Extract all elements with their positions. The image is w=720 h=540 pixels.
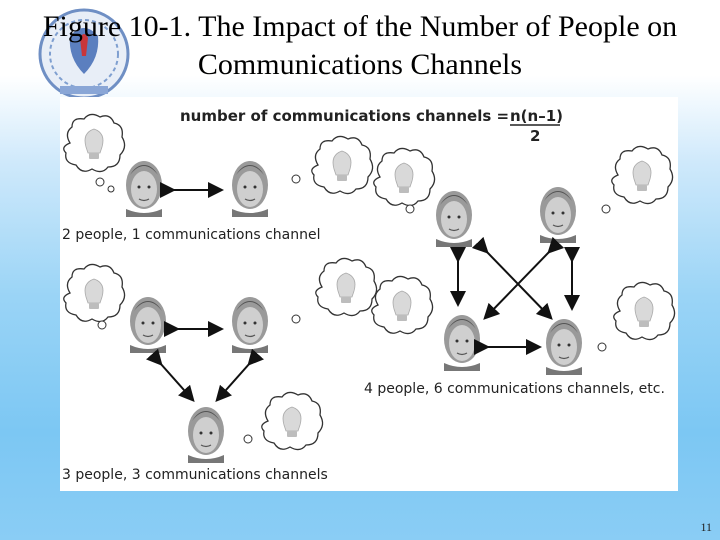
thought-bubble-icon <box>316 258 377 315</box>
person-icon <box>546 319 582 375</box>
caption-four-people: 4 people, 6 communications channels, etc. <box>364 381 665 397</box>
thought-bubble-icon <box>64 264 125 321</box>
thought-bubble-icon <box>614 282 675 339</box>
thought-bubble-icon <box>312 136 373 193</box>
channel-arrow <box>160 363 192 399</box>
person-icon <box>436 191 472 247</box>
thought-bubble-icon <box>64 114 125 171</box>
thought-bubble-icon <box>262 392 323 449</box>
slide-title <box>0 8 720 84</box>
thought-bubble-icon <box>612 146 673 203</box>
channel-arrow <box>218 363 250 399</box>
thought-dot <box>598 343 606 351</box>
slide-title-line-1: Figure 10-1. The Impact of the Number of People on <box>42 10 678 43</box>
formula-label: number of communications channels = <box>180 107 510 125</box>
person-icon <box>444 315 480 371</box>
thought-dot <box>292 315 300 323</box>
thought-bubble-icon <box>374 148 435 205</box>
slide-title-line-2: Communications Channels <box>197 48 523 81</box>
thought-dot <box>96 178 104 186</box>
person-icon <box>130 297 166 353</box>
thought-dot <box>244 435 252 443</box>
slide-number: 11 <box>700 520 712 534</box>
thought-bubble-icon <box>372 276 433 333</box>
thought-dot <box>98 321 106 329</box>
person-icon <box>232 161 268 217</box>
caption-two-people: 2 people, 1 communications channel <box>62 227 321 243</box>
formula-denominator: 2 <box>530 127 541 145</box>
diagram-canvas <box>60 97 678 491</box>
person-icon <box>232 297 268 353</box>
communications-diagram <box>60 97 678 491</box>
thought-dot <box>602 205 610 213</box>
thought-dot <box>406 205 414 213</box>
thought-dot <box>292 175 300 183</box>
caption-three-people: 3 people, 3 communications channels <box>62 467 328 483</box>
formula-numerator: n(n–1) <box>510 107 564 125</box>
person-icon <box>126 161 162 217</box>
thought-dot <box>108 186 114 192</box>
person-icon <box>188 407 224 463</box>
person-icon <box>540 187 576 243</box>
